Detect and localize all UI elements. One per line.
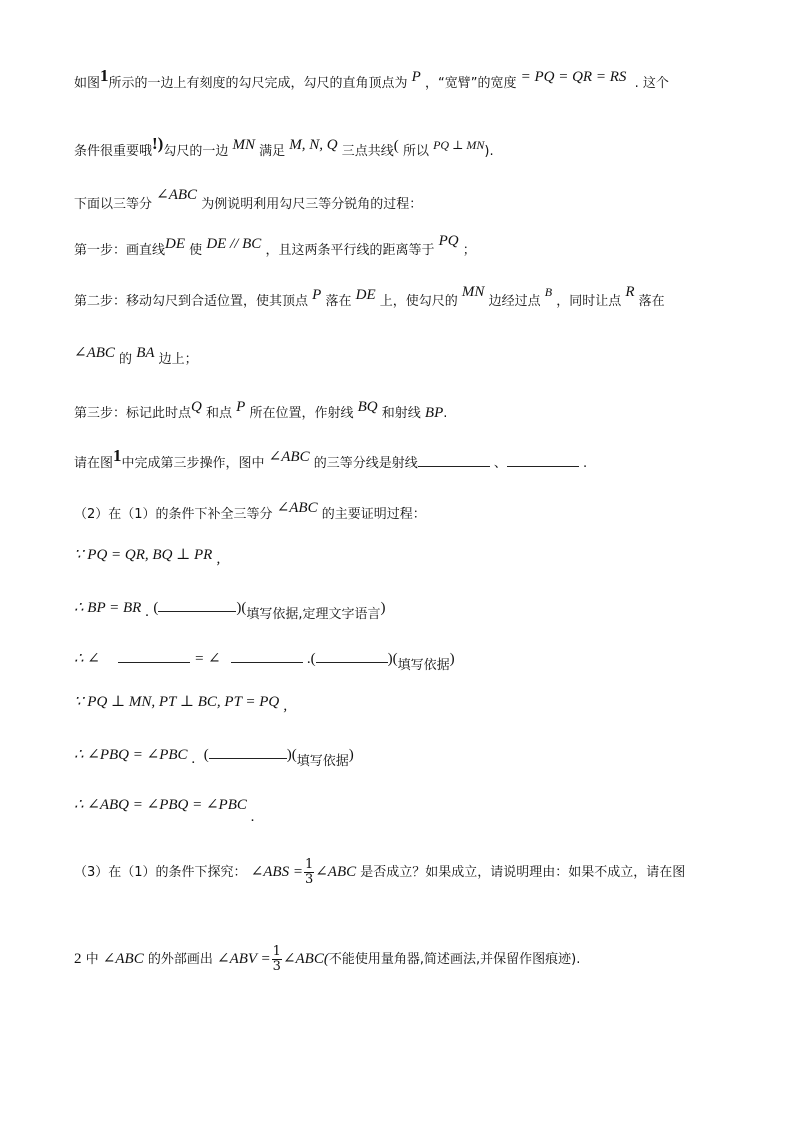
text: 、	[493, 456, 507, 471]
math-expression: ∵ PQ ⊥ MN, PT ⊥ BC, PT = PQ	[74, 694, 280, 710]
text: 和射线	[381, 406, 421, 421]
text: .	[191, 751, 196, 767]
answer-blank-4[interactable]	[118, 650, 190, 663]
proof-line-3	[74, 648, 455, 673]
text: 的三等分线是射线	[313, 456, 418, 471]
paragraph-line-5	[74, 284, 665, 310]
text: 不能使用量角器,简述画法,并保留作图痕迹	[328, 952, 572, 967]
math-expression: ∴ ∠	[74, 651, 100, 667]
math-var-P: P	[312, 287, 322, 303]
text: 下面以三等分	[74, 197, 153, 212]
math-var-MN: MN	[461, 284, 485, 300]
text: 的主要证明过程：	[321, 507, 426, 522]
fraction-numerator: 1	[272, 944, 281, 959]
paren: )	[380, 600, 386, 616]
fraction-one-third	[272, 945, 282, 974]
text: .	[251, 809, 255, 825]
paren: (	[153, 600, 159, 616]
text: 填写依据	[296, 754, 349, 769]
text: 中完成第三步操作，图中	[121, 456, 265, 471]
math-angle: ∠ABC	[276, 500, 318, 516]
math-expression: ∴ ∠ABQ = ∠PBQ = ∠PBC	[74, 797, 247, 813]
text: 为例说明利用勾尺三等分锐角的过程：	[201, 197, 423, 212]
math-var-P: P	[236, 399, 246, 415]
math-var-BQ: BQ	[357, 399, 378, 415]
paragraph-line-8	[74, 446, 588, 472]
paragraph-line-7	[74, 399, 448, 422]
text: ，“宽臂”的宽度	[424, 76, 517, 91]
text: ，且这两条平行线的距离等于	[265, 243, 435, 258]
math-expression: ∠ABS =	[250, 864, 303, 880]
text: ,	[283, 698, 288, 714]
math-expression: ∠ABV =	[217, 951, 271, 967]
text: ,	[216, 551, 221, 567]
text: 勾尺的一边	[163, 144, 229, 159]
text: 请在图	[74, 456, 114, 471]
text: .	[443, 406, 448, 421]
math-angle: ∠ABC	[315, 864, 357, 880]
paren: .(	[306, 651, 316, 667]
text: 满足	[259, 144, 286, 159]
text: 所以	[402, 144, 429, 159]
question-3-line-1	[74, 858, 685, 887]
text: 是否成立？如果成立，请说明理由：如果不成立，请在图	[360, 865, 686, 880]
math-angle: ∠ABC	[268, 449, 310, 465]
paragraph-line-3	[74, 187, 423, 213]
math-angle: ∠ABC	[102, 951, 144, 967]
text: 边上；	[158, 352, 198, 367]
text: 三点共线	[341, 144, 394, 159]
proof-line-6	[74, 795, 255, 825]
proof-line-5	[74, 744, 354, 769]
text: 第一步：画直线	[74, 243, 166, 258]
math-var-R: R	[625, 284, 635, 300]
figure-number: 1	[100, 66, 109, 85]
math-angle: ∠ABC(	[282, 951, 329, 967]
text: 使	[189, 243, 203, 258]
answer-blank-5[interactable]	[231, 650, 303, 663]
text: ).	[484, 144, 494, 159]
answer-blank-7[interactable]	[209, 746, 287, 759]
math-var-BP: BP	[424, 405, 444, 421]
math-points: M, N, Q	[289, 137, 338, 153]
math-expression: ∴ ∠PBQ = ∠PBC	[74, 747, 188, 763]
text: 落在	[638, 294, 665, 309]
math-angle: ∠ABC	[74, 345, 115, 361]
math-var-BA: BA	[136, 345, 155, 361]
paren: )(	[236, 600, 247, 616]
paren: )(	[387, 651, 398, 667]
text: 填写依据	[397, 658, 450, 673]
figure-number: 1	[113, 446, 122, 465]
text: 的	[119, 352, 133, 367]
math-var-Q: Q	[191, 399, 202, 415]
paragraph-line-2	[74, 134, 494, 160]
fraction-denominator: 3	[304, 872, 314, 887]
text: ；	[462, 243, 476, 258]
text: 和点	[206, 406, 233, 421]
paren: (	[393, 138, 399, 154]
text: （3）在（1）的条件下探究：	[74, 865, 247, 880]
text: 第三步：标记此时点	[74, 406, 192, 421]
text: 第二步：移动勾尺到合适位置，使其顶点	[74, 294, 309, 309]
math-expression: DE // BC	[206, 236, 262, 252]
proof-line-4	[74, 692, 288, 714]
text: 边经过点	[488, 294, 541, 309]
paragraph-line-4	[74, 233, 476, 259]
text: .	[145, 604, 150, 620]
fraction-denominator: 3	[272, 959, 281, 974]
text: . 这个	[634, 76, 669, 91]
paren: )	[449, 651, 455, 667]
paragraph-line-9	[74, 500, 426, 523]
answer-blank-1[interactable]	[418, 454, 490, 467]
text: 所在位置，作射线	[249, 406, 354, 421]
text: 的外部画出	[147, 952, 213, 967]
text: （2）在（1）的条件下补全三等分	[74, 507, 273, 522]
text: 落在	[325, 294, 352, 309]
math-expression: = PQ = QR = RS	[520, 69, 627, 85]
math-var-B: B	[544, 285, 553, 299]
question-3-line-2	[74, 945, 580, 974]
math-expression: PQ ⊥ MN	[433, 138, 485, 152]
proof-line-2	[74, 597, 386, 622]
math-var-MN: MN	[232, 137, 255, 153]
math-expression: ∵ PQ = QR, BQ ⊥ PR	[74, 547, 213, 563]
proof-line-1	[74, 545, 221, 567]
math-var-P: P	[411, 69, 421, 85]
text: 中	[85, 952, 99, 967]
text: 填写依据,定理文字语言	[246, 607, 381, 622]
text: 所示的一边上有刻度的勾尺完成，勾尺的直角顶点为	[108, 76, 408, 91]
math-expression: = ∠	[194, 651, 221, 667]
text: ，同时让点	[556, 294, 622, 309]
answer-blank-2[interactable]	[507, 454, 579, 467]
paren: )	[348, 747, 354, 763]
paragraph-line-1	[74, 66, 669, 92]
math-var-PQ: PQ	[438, 233, 459, 249]
text: 条件很重要哦	[74, 144, 153, 159]
paren: (	[203, 747, 209, 763]
text: 上，使勾尺的	[379, 294, 458, 309]
exclamation: !)	[152, 134, 164, 153]
text: ).	[571, 952, 581, 967]
text: .	[583, 456, 588, 471]
math-expression: ∴ BP = BR	[74, 600, 142, 616]
math-var-DE: DE	[165, 236, 186, 252]
fraction-numerator: 1	[304, 857, 314, 872]
paren: )(	[286, 747, 297, 763]
math-var-DE: DE	[355, 287, 376, 303]
figure-number: 2	[74, 951, 82, 967]
math-angle: ∠ABC	[156, 187, 198, 203]
fraction-one-third	[304, 858, 314, 887]
paragraph-line-6	[74, 345, 198, 368]
answer-blank-3[interactable]	[158, 599, 236, 612]
text: 如图	[74, 76, 101, 91]
answer-blank-6[interactable]	[316, 650, 388, 663]
